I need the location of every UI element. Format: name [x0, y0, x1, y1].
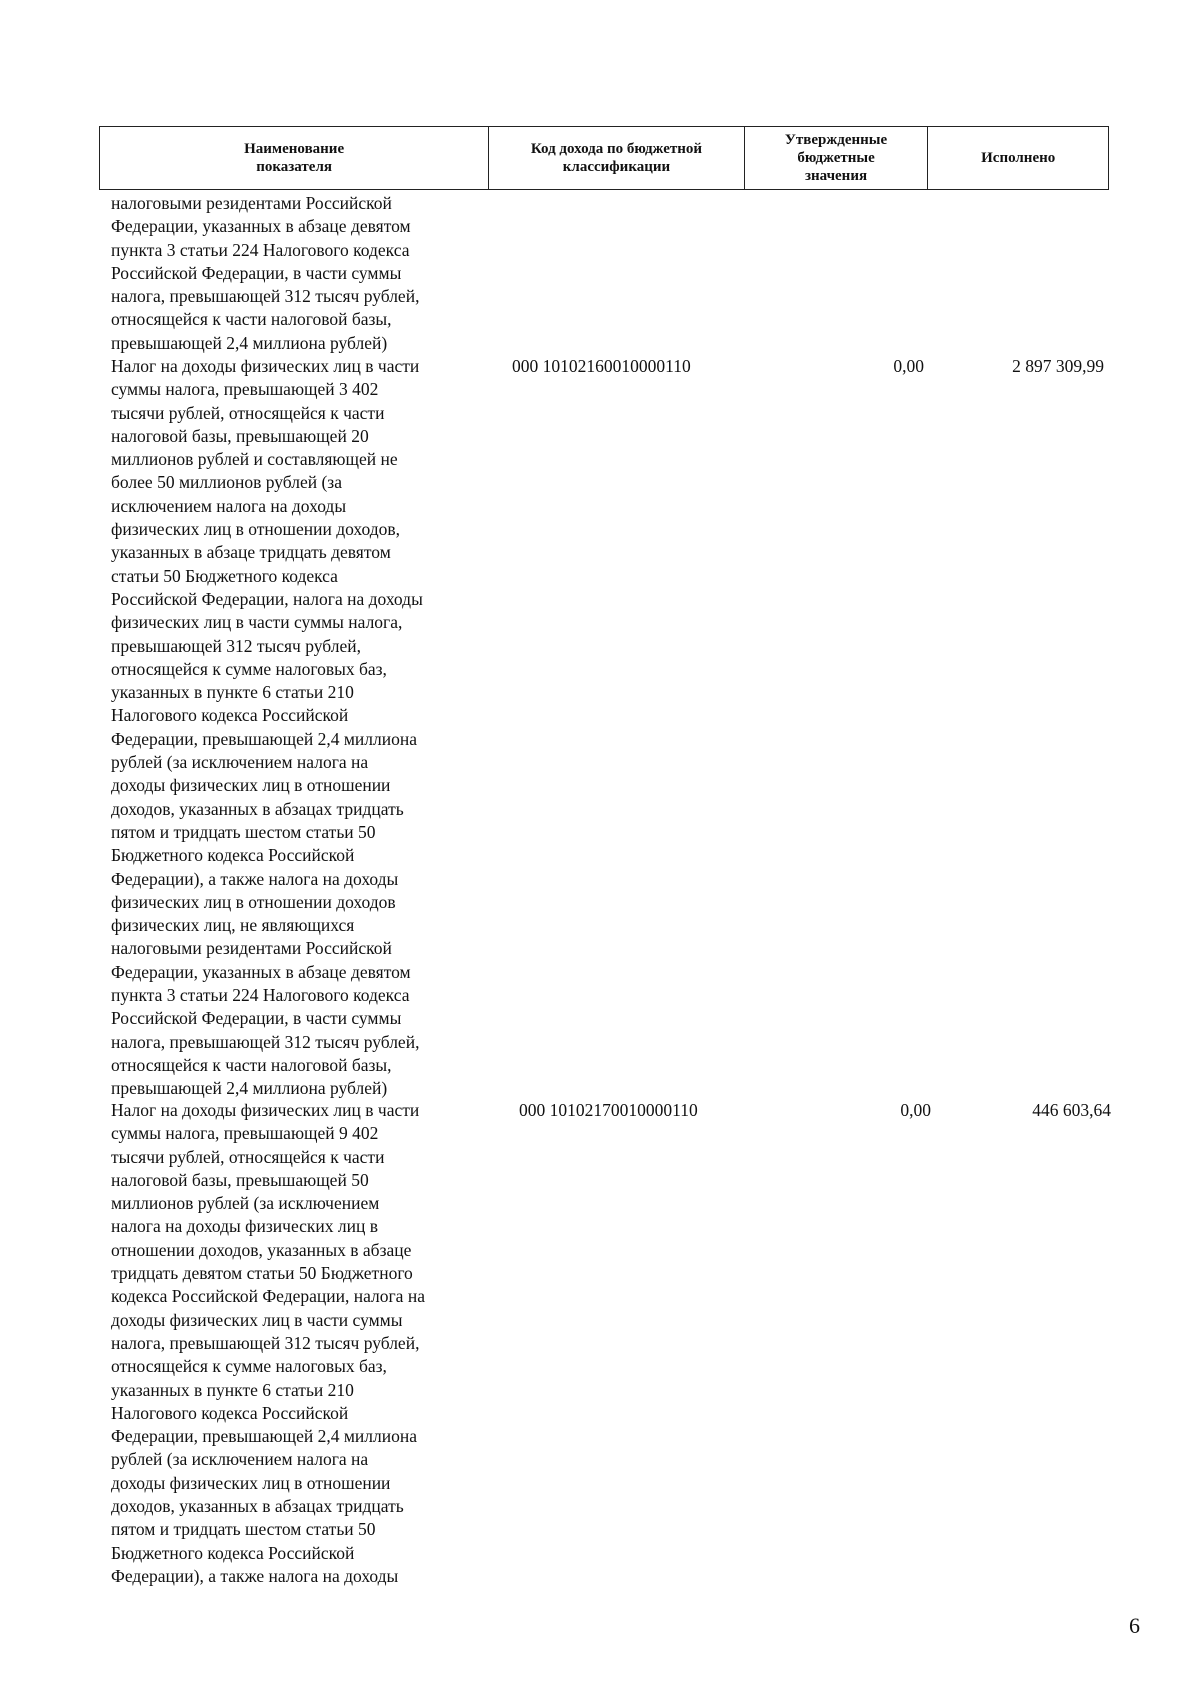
table-header	[99, 126, 1109, 190]
table-row-1-executed: 2 897 309,99	[1012, 356, 1104, 376]
table-row-1-name: Налог на доходы физических лиц в части суммы налога, превышающей 3 402 тысячи рублей, относящейся к части налоговой базы, превышающей 20 миллионов рублей и составляющей не более 50 миллионов рублей (за исключением налога на доходы физических лиц в отношении доходов, указанных в абзаце тридцать девятом статьи 50 Бюджетного кодекса Российской Федерации, налога на доходы физических лиц в части суммы налога, превышающей 312 тысяч рублей, относящейся к сумме налоговых баз, указанных в пункте 6 статьи 210 Налогового кодекса Российской Федерации, превышающей 2,4 миллиона рублей (за исключением налога на доходы физических лиц в отношении доходов, указанных в абзацах тридцать пятом и тридцать шестом статьи 50 Бюджетного кодекса Российской Федерации), а также налога на доходы физических лиц в отношении доходов физических лиц, не являющихся налоговыми резидентами Российской Федерации, указанных в абзаце девятом пункта 3 статьи 224 Налогового кодекса Российской Федерации, в части суммы налога, превышающей 312 тысяч рублей, относящейся к части налоговой базы, превышающей 2,4 миллиона рублей)	[111, 356, 423, 1099]
table-row-2-code: 000 10102170010000110	[519, 1100, 698, 1120]
continuation-text: налоговыми резидентами Российской Федерации, указанных в абзаце девятом пункта 3 статьи 224 Налогового кодекса Российской Федерации, в части суммы налога, превышающей 312 тысяч рублей, относящейся к части налоговой базы, превышающей 2,4 миллиона рублей)	[111, 193, 420, 353]
table-row-2-approved: 0,00	[900, 1100, 931, 1120]
table-row-2-name: Налог на доходы физических лиц в части суммы налога, превышающей 9 402 тысячи рублей, относящейся к части налоговой базы, превышающей 50 миллионов рублей (за исключением налога на доходы физических лиц в отношении доходов, указанных в абзаце тридцать девятом статьи 50 Бюджетного кодекса Российской Федерации, налога на доходы физических лиц в части суммы налога, превышающей 312 тысяч рублей, относящейся к сумме налоговых баз, указанных в пункте 6 статьи 210 Налогового кодекса Российской Федерации, превышающей 2,4 миллиона рублей (за исключением налога на доходы физических лиц в отношении доходов, указанных в абзацах тридцать пятом и тридцать шестом статьи 50 Бюджетного кодекса Российской Федерации), а также налога на доходы	[111, 1100, 425, 1586]
table-row-2-executed: 446 603,64	[1032, 1100, 1111, 1120]
table-row-1-approved: 0,00	[893, 356, 924, 376]
table-row-1-code: 000 10102160010000110	[512, 356, 691, 376]
header-indicator-name: Наименование показателя	[100, 127, 489, 189]
header-executed: Исполнено	[981, 150, 1056, 166]
header-income-code: Код дохода по бюджетной классификации	[489, 127, 745, 189]
header-approved-values: Утвержденные бюджетные значения	[745, 127, 929, 189]
page-number: 6	[1129, 1613, 1140, 1638]
